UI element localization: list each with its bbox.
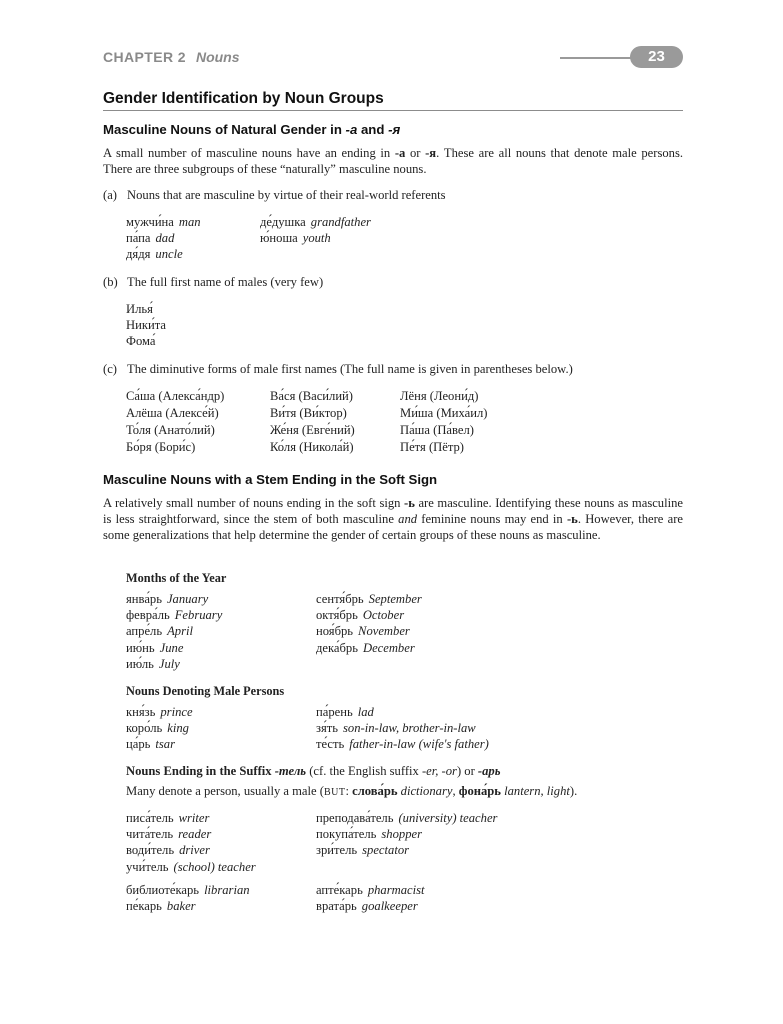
- suffix-heading: Nouns Ending in the Suffix -тель (cf. the English suffix -er, -or) or -арь: [126, 764, 501, 778]
- suffix-col1: [126, 810, 256, 875]
- list-c-col1: [126, 388, 224, 456]
- vocab-item: ю́ноша youth: [260, 231, 331, 246]
- list-a-col2: [260, 214, 371, 246]
- vocab-item: дя́дя uncle: [126, 247, 183, 262]
- vocab-item: февра́ль February: [126, 608, 223, 623]
- chapter-label: CHAPTER 2: [103, 49, 186, 65]
- item-c: (c) The diminutive forms of male first names (The full name is given in parentheses below.): [103, 362, 573, 376]
- vocab-item: врата́рь goalkeeper: [316, 899, 418, 914]
- name-item: Алёша (Алексе́й): [126, 406, 219, 420]
- name-item: Лёня (Леони́д): [400, 389, 479, 403]
- vocab-item: де́душка grandfather: [260, 215, 371, 229]
- name-item: Са́ша (Алекса́ндр): [126, 389, 225, 403]
- name-item: Фома́: [126, 334, 156, 349]
- heading-soft-sign: Masculine Nouns with a Stem Ending in the Soft Sign: [103, 472, 438, 487]
- suffix-col2: [316, 810, 497, 859]
- name-item: Ва́ся (Васи́лий): [270, 389, 353, 403]
- vocab-item: библиоте́карь librarian: [126, 883, 250, 897]
- vocab-item: преподава́тель (university) teacher: [316, 811, 498, 825]
- vocab-item: ца́рь tsar: [126, 737, 175, 752]
- list-b: [126, 301, 166, 350]
- vocab-item: кня́зь prince: [126, 705, 193, 719]
- suffix-col3: [126, 882, 250, 914]
- vocab-item: покупа́тель shopper: [316, 827, 422, 842]
- section-rule: [103, 110, 683, 111]
- persons-col2: [316, 704, 489, 753]
- vocab-item: писа́тель writer: [126, 811, 210, 825]
- vocab-item: па́рень lad: [316, 705, 374, 719]
- item-b: (b) The full first name of males (very few): [103, 275, 324, 289]
- natural-intro: A small number of masculine nouns have an ending in -а or -я. These are all nouns that denote male persons. There are three subgroups of these “naturally” masculine nouns.: [103, 146, 683, 176]
- soft-sign-intro: A relatively small number of nouns ending in the soft sign -ь are masculine. Identifying these nouns as masculine is less straightforward, since the stem of both masculine and feminine nouns may end in -ь. However, there are some generalizations that help determine the gender of certain groups of these nouns as masculine.: [103, 496, 683, 542]
- name-item: То́ля (Анато́лий): [126, 423, 215, 437]
- list-c-col2: [270, 388, 355, 456]
- name-item: Па́ша (Па́вел): [400, 423, 474, 437]
- vocab-item: октя́брь October: [316, 608, 405, 623]
- vocab-item: па́па dad: [126, 231, 175, 246]
- vocab-item: мужчи́на man: [126, 215, 201, 229]
- name-item: Илья́: [126, 302, 153, 316]
- vocab-item: зя́ть son-in-law, brother-in-law: [316, 721, 476, 736]
- vocab-item: те́сть father-in-law (wife's father): [316, 737, 489, 752]
- vocab-item: янва́рь January: [126, 592, 209, 606]
- name-item: Ви́тя (Ви́ктор): [270, 406, 347, 420]
- running-header: [103, 49, 240, 65]
- persons-col1: [126, 704, 193, 753]
- list-a-col1: [126, 214, 201, 263]
- name-item: Ко́ля (Никола́й): [270, 440, 354, 454]
- vocab-item: ноя́брь November: [316, 624, 410, 639]
- vocab-item: коро́ль king: [126, 721, 189, 736]
- vocab-item: води́тель driver: [126, 843, 210, 858]
- months-heading: Months of the Year: [126, 571, 227, 585]
- vocab-item: ию́нь June: [126, 640, 184, 655]
- suffix-col4: [316, 882, 425, 914]
- item-a: (a) Nouns that are masculine by virtue of their real-world referents: [103, 188, 446, 202]
- name-item: Ники́та: [126, 318, 166, 333]
- vocab-item: апте́карь pharmacist: [316, 883, 425, 897]
- months-col2: [316, 591, 422, 656]
- vocab-item: дека́брь December: [316, 640, 415, 655]
- name-item: Бо́ря (Бори́с): [126, 440, 196, 454]
- vocab-item: апре́ль April: [126, 624, 193, 639]
- vocab-item: зри́тель spectator: [316, 843, 410, 858]
- months-col1: [126, 591, 222, 672]
- page-number: 23: [630, 46, 683, 68]
- name-item: Ми́ша (Миха́ил): [400, 406, 488, 420]
- list-c-col3: [400, 388, 487, 456]
- vocab-item: ию́ль July: [126, 656, 180, 671]
- section-title: Gender Identification by Noun Groups: [103, 90, 384, 107]
- persons-heading: Nouns Denoting Male Persons: [126, 684, 285, 698]
- name-item: Пе́тя (Пётр): [400, 440, 464, 454]
- vocab-item: сентя́брь September: [316, 592, 422, 606]
- heading-natural-gender: Masculine Nouns of Natural Gender in -а and -я: [103, 122, 401, 137]
- name-item: Же́ня (Евге́ний): [270, 423, 355, 437]
- vocab-item: учи́тель (school) teacher: [126, 859, 256, 874]
- suffix-description: Many denote a person, usually a male (BUT: слова́рь dictionary, фона́рь lantern, light).: [126, 784, 578, 798]
- vocab-item: пе́карь baker: [126, 899, 196, 914]
- vocab-item: чита́тель reader: [126, 827, 212, 842]
- chapter-subtitle: Nouns: [195, 49, 240, 65]
